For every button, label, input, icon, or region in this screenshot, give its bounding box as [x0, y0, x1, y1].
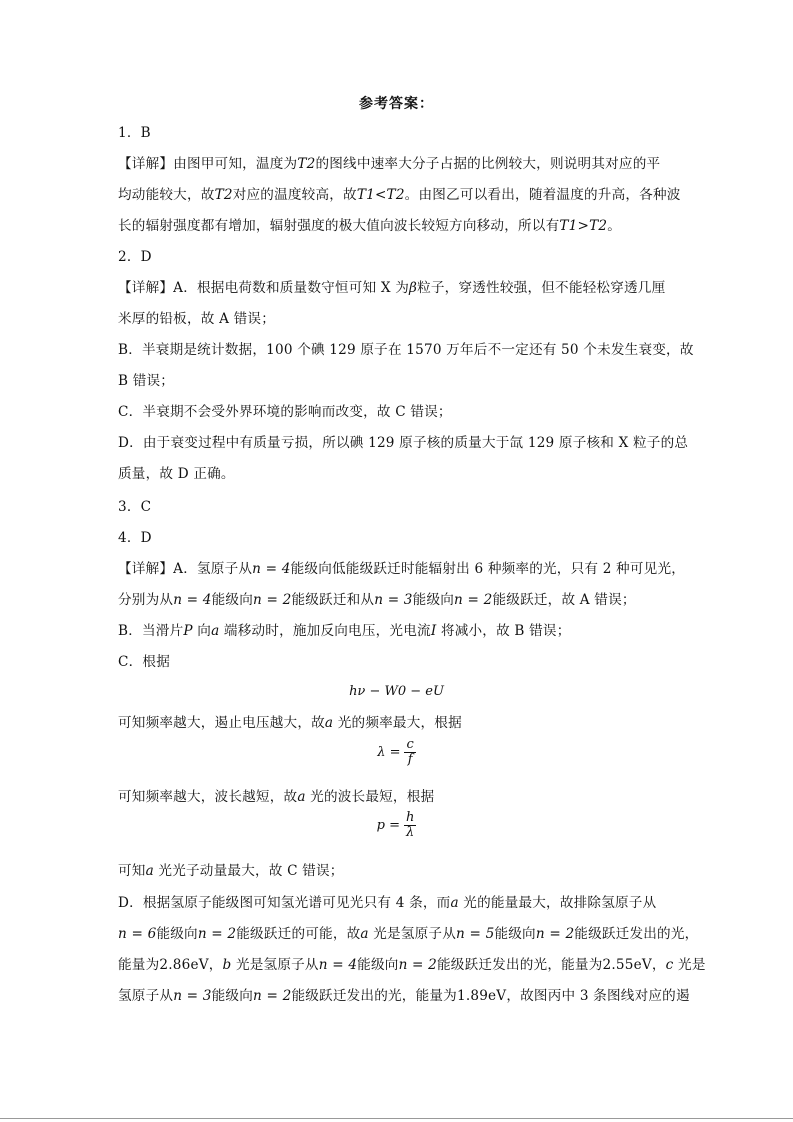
equation-momentum: [0, 811, 793, 840]
text: ，: [651, 957, 666, 973]
text: 能级向: [211, 988, 254, 1004]
text: 【详解】A．氢原子从: [118, 561, 253, 577]
text: 光是氢原子从: [231, 957, 319, 973]
equation-row: [377, 811, 417, 840]
q2-option-a-line-1: [118, 279, 678, 297]
q4-option-a-line-2: [118, 591, 678, 609]
q4-option-a-line-1: [118, 560, 686, 578]
text: 端移动时，施加反向电压，光电流: [219, 623, 431, 639]
q1-line-1: [118, 155, 678, 173]
text: 能级跃迁发出的光，: [574, 926, 699, 942]
text: 能级跃迁发出的光，能量为: [291, 988, 457, 1004]
text: 【详解】A．根据电荷数和质量数守恒可知 X 为: [118, 280, 410, 296]
q4-option-d-line-3: [118, 956, 706, 974]
n2: n = 2: [454, 592, 493, 608]
q2-option-a-line-2: 米厚的铅板，故 A 错误；: [118, 311, 275, 327]
q2-option-d-line-2: 质量，故 D 正确。: [118, 466, 235, 482]
denominator: λ: [406, 825, 415, 840]
text: 能级向: [156, 926, 198, 942]
n4: n = 4: [173, 592, 212, 608]
text: 。由图乙可以看出，随着温度的升高，各种波: [404, 187, 681, 203]
equation-lhs: p =: [376, 818, 400, 833]
q1-line-2: [118, 186, 681, 204]
n2: n = 2: [253, 988, 292, 1004]
text: 能级跃迁的可能，故: [236, 926, 361, 942]
energy-b: 2.55eV: [602, 957, 652, 973]
denominator: f: [407, 752, 413, 767]
var-c: c: [665, 957, 674, 973]
equation-photoelectric: hν − W0 − eU: [349, 684, 444, 699]
text: 均动能较大，故: [118, 187, 215, 203]
n5: n = 5: [456, 926, 495, 942]
text: 将减小，故 B 错误；: [436, 623, 571, 639]
text: ，故图丙中 3 条图线对应的遏: [506, 988, 690, 1004]
text: 可知频率越大，波长越短，故: [118, 789, 298, 805]
compare-T1-gt-T2: T1>T2: [559, 218, 608, 234]
q1-number: 1．B: [118, 125, 151, 141]
var-T2: T2: [214, 187, 233, 203]
energy-c: 1.89eV: [456, 988, 507, 1004]
text: 能级向: [412, 592, 455, 608]
text: 向: [192, 623, 212, 639]
text: 粒子，穿透性较强，但不能轻松穿透几厘: [417, 280, 666, 296]
n2: n = 2: [535, 926, 575, 942]
numerator: c: [406, 737, 414, 752]
q4-option-c-line-2: [118, 714, 678, 732]
text: 能级向: [357, 957, 399, 973]
text: 可知: [118, 863, 146, 879]
var-a: a: [450, 895, 459, 911]
text: 光的波长最短，根据: [305, 789, 435, 805]
text: 光的能量最大，故排除氢原子从: [458, 895, 657, 911]
text: 【详解】由图甲可知，温度为: [118, 156, 298, 172]
text: 光光子动量最大，故 C 错误；: [153, 863, 344, 879]
page-title: 参考答案：: [359, 96, 434, 112]
text: 氢原子从: [118, 988, 174, 1004]
var-a: a: [360, 926, 369, 942]
n3: n = 3: [374, 592, 413, 608]
text: 光是: [673, 957, 706, 973]
q4-option-c-line-1: C．根据: [118, 654, 170, 670]
energy-a: 2.86eV: [159, 957, 209, 973]
text: D．根据氢原子能级图可知氢光谱可见光只有 4 条，而: [118, 895, 451, 911]
q4-option-d-line-4: [118, 987, 690, 1005]
q4-option-c-line-4: [118, 862, 678, 880]
n2: n = 2: [398, 957, 437, 973]
page-bottom-rule: [0, 1118, 793, 1119]
n4: n = 4: [318, 957, 358, 973]
text: 能级跃迁和从: [291, 592, 375, 608]
q3-number: 3．C: [118, 499, 152, 515]
text: 长的辐射强度都有增加，辐射强度的极大值向波长较短方向移动，所以有: [118, 218, 560, 234]
q2-option-b-line-1: B．半衰期是统计数据，100 个碘 129 原子在 1570 万年后不一定还有 50 个未发生衰变，故: [118, 342, 694, 358]
text: 能级向: [211, 592, 254, 608]
q4-option-b: [118, 622, 678, 640]
text: 对应的温度较高，故: [232, 187, 357, 203]
q4-option-d-line-2: [118, 925, 699, 943]
var-I: I: [430, 623, 437, 639]
n6: n = 6: [118, 926, 157, 942]
fraction: [404, 811, 416, 840]
var-P: P: [183, 623, 193, 639]
text: 可知频率越大，遏止电压越大，故: [118, 715, 325, 731]
n3: n = 3: [173, 988, 212, 1004]
numerator: h: [405, 810, 415, 825]
text: 能级向低能级跃迁时能辐射出 6 种频率的光，只有 2 种可见光，: [290, 561, 686, 577]
q4-option-d-line-1: [118, 894, 678, 912]
var-beta: β: [409, 280, 418, 296]
text: ，: [208, 957, 223, 973]
text: 光是氢原子从: [368, 926, 457, 942]
text: 的图线中速率大分子占据的比例较大，则说明其对应的平: [315, 156, 661, 172]
equation-lhs: λ =: [377, 745, 401, 760]
text: 能级跃迁，故 A 错误；: [492, 592, 636, 608]
var-a: a: [145, 863, 154, 879]
q2-option-c: C．半衰期不会受外界环境的影响而改变，故 C 错误；: [118, 404, 452, 420]
fraction: [404, 738, 415, 767]
equation-row: [377, 738, 416, 767]
text: 分别为从: [118, 592, 174, 608]
q2-option-b-line-2: B 错误；: [118, 373, 175, 389]
q4-option-c-line-3: [118, 788, 678, 806]
compare-T1-lt-T2: T1<T2: [356, 187, 405, 203]
text: 能级向: [494, 926, 536, 942]
var-b: b: [222, 957, 232, 973]
q4-number: 4．D: [118, 530, 152, 546]
var-a: a: [211, 623, 220, 639]
text: 能量为: [118, 957, 160, 973]
text: 能级跃迁发出的光，能量为: [437, 957, 603, 973]
n2: n = 2: [253, 592, 292, 608]
q2-number: 2．D: [118, 249, 152, 265]
var-T2: T2: [297, 156, 316, 172]
q1-line-3: [118, 217, 678, 235]
var-a: a: [324, 715, 334, 731]
text: 。: [607, 218, 622, 234]
n2: n = 2: [197, 926, 237, 942]
n4: n = 4: [252, 561, 291, 577]
equation-wavelength: [0, 738, 793, 767]
var-a: a: [297, 789, 306, 805]
q2-option-d-line-1: D．由于衰变过程中有质量亏损，所以碘 129 原子核的质量大于氙 129 原子核和 X 粒子的总: [118, 435, 689, 451]
text: B．当滑片: [118, 623, 184, 639]
text: 光的频率最大，根据: [333, 715, 462, 731]
